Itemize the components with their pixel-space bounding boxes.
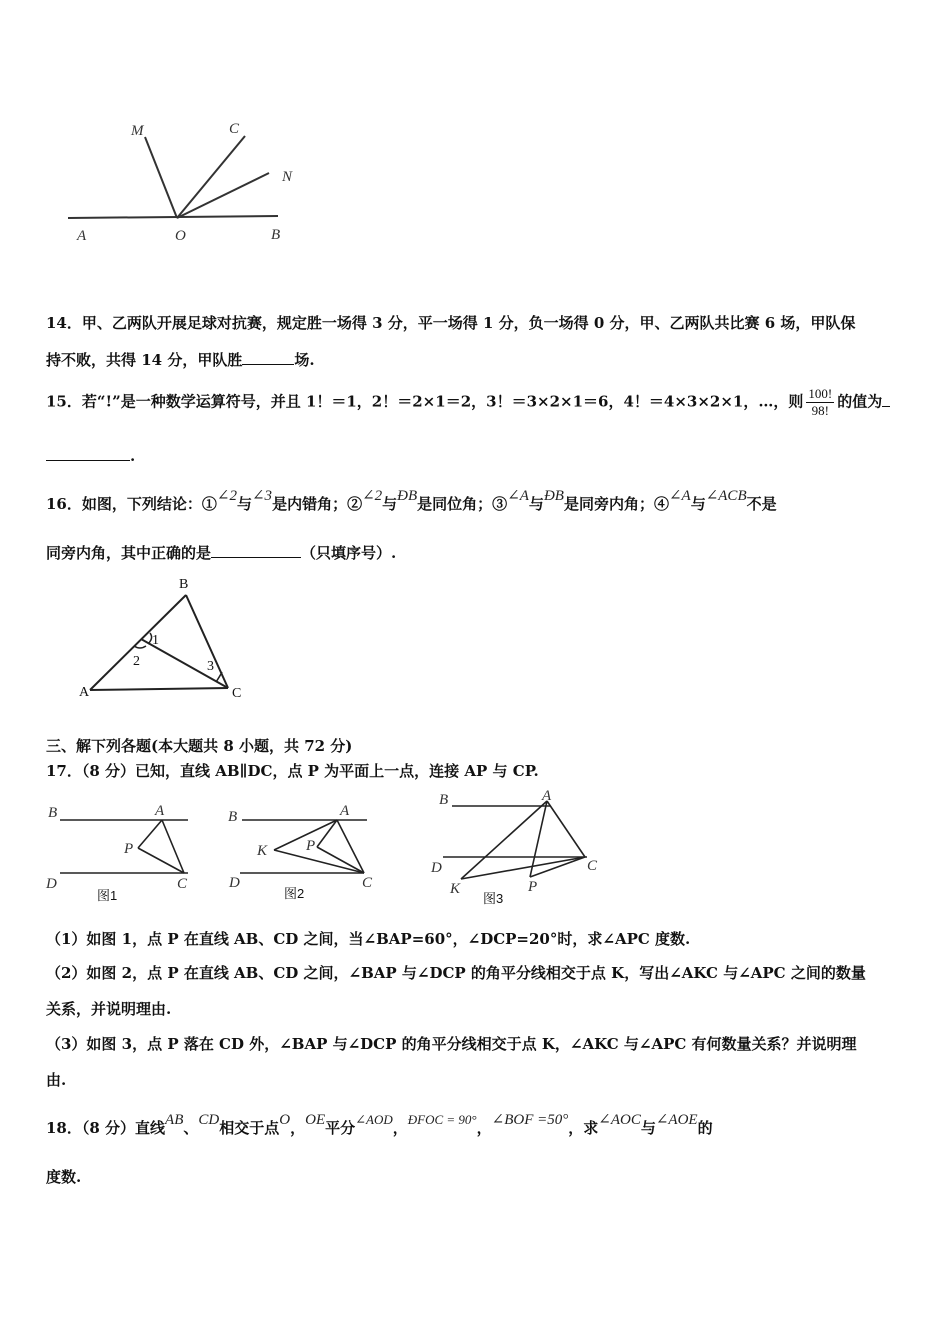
q16-text-4: 是同位角；③ — [417, 495, 508, 513]
label-a: A — [155, 803, 165, 819]
q18-math-o: O — [279, 1112, 291, 1128]
section-3-heading: 三、解下列各题(本大题共 8 小题，共 72 分) — [46, 737, 353, 755]
q18-math-cd: CD — [198, 1112, 220, 1128]
q15-fraction — [806, 386, 834, 419]
label-a: A — [340, 803, 350, 819]
caption-fig3: 图3 — [483, 891, 504, 906]
q16-text-6: 是同旁内角；④ — [563, 495, 669, 513]
label-p: P — [528, 879, 538, 895]
q16-text-10: （只填序号）. — [301, 544, 397, 562]
label-b: B — [439, 792, 449, 808]
label-3: 3 — [207, 659, 214, 674]
label-d: D — [229, 875, 240, 891]
label-k: K — [257, 843, 268, 859]
label-k: K — [450, 881, 461, 897]
q16-text-7: 与 — [690, 495, 706, 513]
q16-text-8: 不是 — [746, 495, 777, 513]
q18-text-1: 、 — [183, 1119, 199, 1137]
q18-math-aoe: ∠AOE — [655, 1112, 698, 1128]
arc-angle-3 — [216, 672, 222, 682]
q15-answer-blank-1 — [882, 392, 890, 407]
segment-ac — [547, 801, 585, 857]
q16-math-angle3: ∠3 — [251, 488, 273, 504]
label-d: D — [431, 860, 442, 876]
label-o: O — [175, 228, 186, 244]
q16-text-9: 同旁内角，其中正确的是 — [46, 544, 212, 562]
q16-math-angle2-a: ∠2 — [216, 488, 237, 504]
segment-ap — [138, 820, 162, 848]
label-d: D — [46, 876, 57, 892]
label-1: 1 — [152, 633, 159, 648]
q17-figure-3 — [425, 785, 615, 910]
q18-math-aod: ∠AOD — [355, 1112, 393, 1127]
arc-angle-2 — [134, 646, 146, 648]
line-ab — [68, 216, 278, 218]
label-b: B — [179, 577, 189, 592]
label-a: A — [79, 685, 90, 700]
q18-math-ab: AB — [165, 1112, 184, 1128]
q18-text-6: ， — [476, 1119, 492, 1137]
side-ab — [90, 595, 186, 690]
q15-line1 — [46, 386, 890, 419]
ray-oc — [177, 136, 245, 218]
angle-figure — [60, 115, 310, 250]
label-c: C — [587, 858, 598, 874]
q15-denominator: 98! — [811, 403, 829, 418]
side-ac — [90, 688, 228, 690]
q16-math-angleacb: ∠ACB — [705, 488, 747, 504]
q14-answer-blank — [242, 350, 294, 365]
q16-math-angleb-a: ÐB — [397, 488, 418, 504]
caption-fig1: 图1 — [97, 888, 118, 903]
q15-period: . — [130, 447, 136, 465]
q18-line1 — [46, 1112, 713, 1138]
q17-figure-1 — [40, 795, 210, 910]
q17-part2-line1: （2）如图 2，点 P 在直线 AB、CD 之间，∠BAP 与∠DCP 的角平分线相交于点 K，写出∠AKC 与∠APC 之间的数量 — [46, 964, 866, 982]
q18-math-aoc: ∠AOC — [598, 1112, 641, 1128]
segment-pc — [530, 857, 585, 877]
q16-text-0: 16．如图，下列结论：① — [46, 495, 217, 513]
label-c: C — [232, 686, 242, 701]
triangle-figure — [70, 572, 270, 702]
q16-text-2: 是内错角；② — [272, 495, 363, 513]
q18-text-9: 的 — [697, 1119, 713, 1137]
q14-text-b: 场. — [294, 351, 315, 369]
q18-text-5: ， — [392, 1119, 408, 1137]
q17-figure-2 — [222, 795, 387, 910]
q18-text-4: 平分 — [325, 1119, 356, 1137]
label-b: B — [48, 805, 58, 821]
q16-math-angleb-b: ÐB — [543, 488, 564, 504]
q17-part3-line2: 由. — [46, 1071, 67, 1089]
q16-text-3: 与 — [382, 495, 398, 513]
segment-kc — [274, 850, 364, 873]
q18-text-7: ，求 — [568, 1119, 599, 1137]
segment-ac — [162, 820, 184, 873]
q17-part3-line1: （3）如图 3，点 P 落在 CD 外，∠BAP 与∠DCP 的角平分线相交于点 K，∠AKC 与∠APC 有何数量关系？并说明理 — [46, 1035, 857, 1053]
q18-text-0: 18．（8 分）直线 — [46, 1119, 166, 1137]
q14-line2 — [46, 349, 315, 370]
label-m: M — [131, 123, 144, 139]
q16-text-5: 与 — [528, 495, 544, 513]
ray-om — [145, 137, 177, 218]
label-c: C — [229, 121, 240, 137]
q17-part2-line2: 关系，并说明理由. — [46, 1000, 172, 1018]
label-c: C — [177, 876, 188, 892]
q14-line1: 14．甲、乙两队开展足球对抗赛，规定胜一场得 3 分，平一场得 1 分，负一场得 0 分，甲、乙两队共比赛 6 场，甲队保 — [46, 314, 856, 332]
q16-line2 — [46, 542, 396, 563]
q18-line2: 度数. — [46, 1168, 82, 1186]
label-p: P — [124, 841, 134, 857]
label-b: B — [271, 227, 281, 243]
q18-math-bof: ∠BOF =50° — [491, 1112, 569, 1128]
q18-text-8: 与 — [640, 1119, 656, 1137]
label-2: 2 — [133, 654, 140, 669]
q18-text-3: ， — [290, 1119, 306, 1137]
q14-text-a: 持不败，共得 14 分，甲队胜 — [46, 351, 243, 369]
q15-text-a: 15．若“!”是一种数学运算符号，并且 1！＝1，2！＝2×1＝2，3！＝3×2×1＝6，4！＝4×3×2×1，…，则 — [46, 392, 804, 411]
segment-ak — [461, 801, 547, 879]
q15-numerator: 100! — [808, 386, 833, 401]
segment-kc — [461, 857, 585, 879]
q17-part1: （1）如图 1，点 P 在直线 AB、CD 之间，当∠BAP=60°，∠DCP=20°时，求∠APC 度数. — [46, 930, 691, 948]
q16-answer-blank — [211, 543, 301, 558]
q16-math-angle2-b: ∠2 — [362, 488, 383, 504]
caption-fig2: 图2 — [284, 886, 305, 901]
q15-answer-blank-2 — [46, 446, 130, 461]
label-b: B — [228, 809, 238, 825]
ray-on — [177, 173, 269, 218]
q18-math-foc: ÐFOC = 90° — [407, 1112, 477, 1127]
q16-math-anglea-b: ∠A — [668, 488, 691, 504]
label-n: N — [282, 169, 293, 185]
q18-math-oe: OE — [305, 1112, 326, 1128]
label-a: A — [77, 228, 87, 244]
q15-text-b: 的值为 — [837, 392, 883, 411]
q16-text-1: 与 — [236, 495, 252, 513]
label-p: P — [306, 838, 316, 854]
q18-text-2: 相交于点 — [219, 1119, 280, 1137]
q15-line2 — [46, 446, 135, 465]
q16-math-anglea-a: ∠A — [507, 488, 529, 504]
q17-intro: 17．（8 分）已知，直线 AB∥DC，点 P 为平面上一点，连接 AP 与 CP. — [46, 762, 539, 780]
label-c: C — [362, 875, 373, 891]
q16-line1 — [46, 488, 777, 514]
label-a: A — [542, 788, 552, 804]
segment-pc — [138, 848, 184, 873]
